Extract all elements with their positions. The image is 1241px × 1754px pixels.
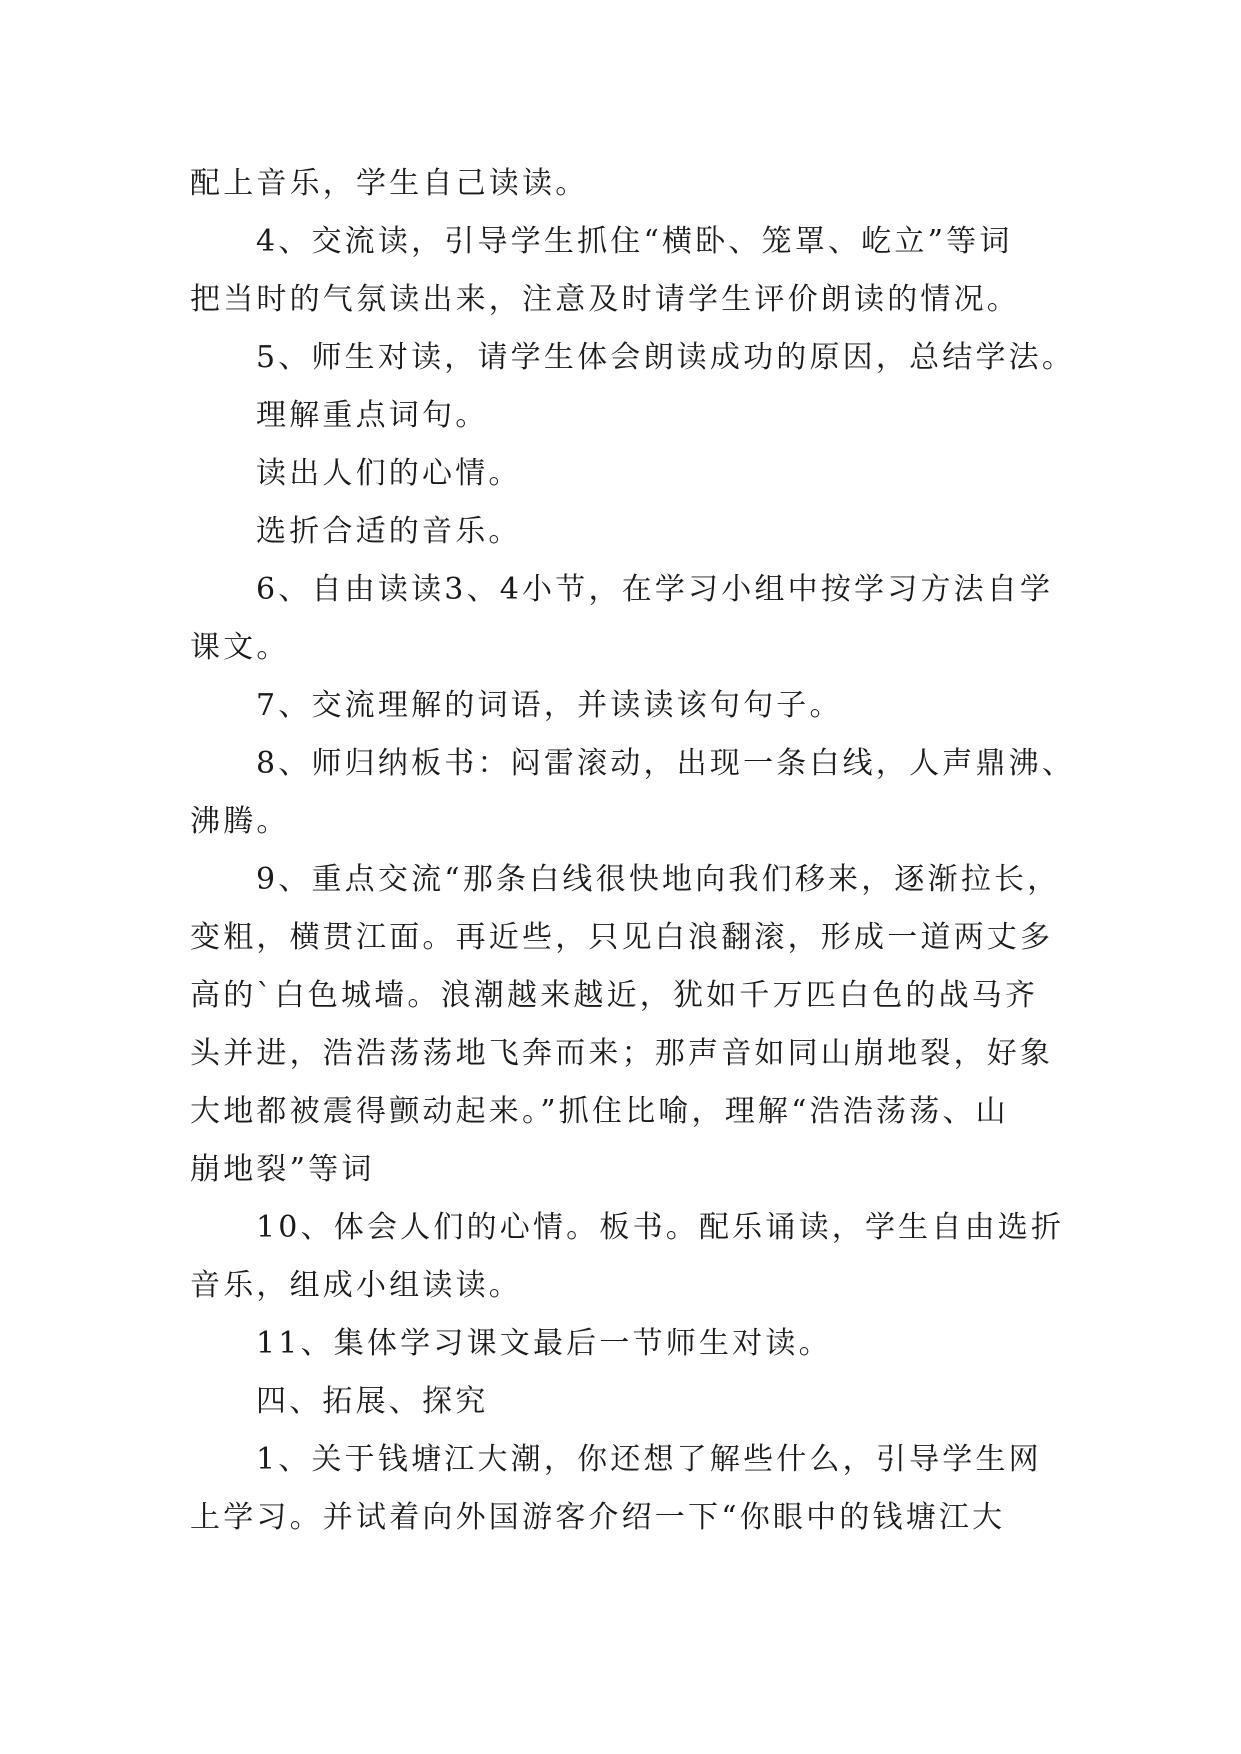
text-line: 选折合适的音乐。 [256, 514, 522, 549]
text-line: 高的`白色城墙。浪潮越来越近，犹如千万匹白色的战马齐 [190, 978, 1039, 1013]
text-line: 沸腾。 [190, 804, 290, 839]
text-line: 大地都被震得颤动起来。”抓住比喻，理解“浩浩荡荡、山 [190, 1094, 1009, 1129]
text-line: 理解重点词句。 [256, 398, 489, 433]
text-line: 崩地裂”等词 [190, 1152, 375, 1187]
text-line: 头并进，浩浩荡荡地飞奔而来；那声音如同山崩地裂，好象 [190, 1036, 1054, 1071]
text-line: 7、交流理解的词语，并读读该句句子。 [256, 688, 843, 723]
section-heading: 四、拓展、探究 [256, 1384, 489, 1419]
text-line: 把当时的气氛读出来，注意及时请学生评价朗读的情况。 [190, 282, 1020, 317]
text-line: 4、交流读，引导学生抓住“横卧、笼罩、屹立”等词 [256, 224, 1013, 259]
document-body [190, 155, 1076, 1547]
text-line: 读出人们的心情。 [256, 456, 522, 491]
text-line: 9、重点交流“那条白线很快地向我们移来，逐渐拉长， [256, 862, 1061, 897]
text-line: 10、体会人们的心情。板书。配乐诵读，学生自由选折 [256, 1210, 1065, 1245]
text-line: 变粗，横贯江面。再近些，只见白浪翻滚，形成一道两丈多 [190, 920, 1054, 955]
text-line: 课文。 [190, 630, 290, 665]
text-line: 1、关于钱塘江大潮，你还想了解些什么，引导学生网 [256, 1442, 1042, 1477]
text-line: 上学习。并试着向外国游客介绍一下“你眼中的钱塘江大 [190, 1500, 1006, 1535]
text-line: 5、师生对读，请学生体会朗读成功的原因，总结学法。 [256, 340, 1076, 375]
text-line: 配上音乐，学生自己读读。 [190, 166, 589, 201]
text-line: 音乐，组成小组读读。 [190, 1268, 522, 1303]
text-line: 6、自由读读3、4小节，在学习小组中按学习方法自学 [256, 572, 1054, 607]
text-line: 11、集体学习课文最后一节师生对读。 [256, 1326, 832, 1361]
text-line: 8、师归纳板书：闷雷滚动，出现一条白线，人声鼎沸、 [256, 746, 1076, 781]
